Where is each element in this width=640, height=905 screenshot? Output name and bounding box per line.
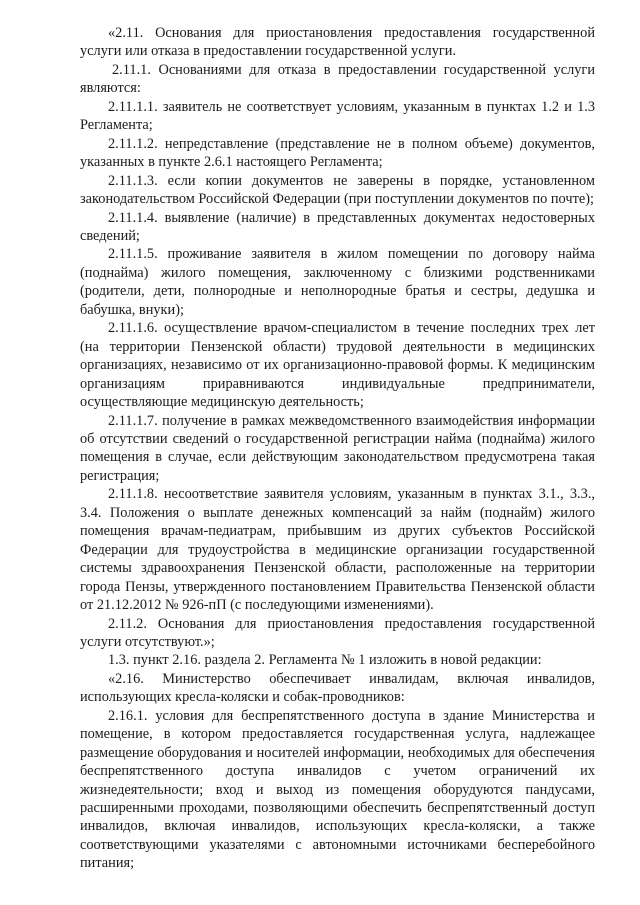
paragraph-2-11-1-4: 2.11.1.4. выявление (наличие) в представленных документах недостоверных сведений; <box>80 209 595 244</box>
paragraph-2-16-1: 2.16.1. условия для беспрепятственного доступа в здание Министерства и помещение, в котором предоставляется государственная услуга, надлежащее размещение оборудования и носителей информации, необходимых для обеспечения беспрепятственного доступа инвалидов с учетом ограничений их жизнедеятельности; вход и выход из помещения оборудуются пандусами, расширенными проходами, позволяющими обеспечить беспрепятственный доступ инвалидов, включая инвалидов, использующих кресла-коляски, а также соответствующими указателями с автономными источниками бесперебойного питания; <box>80 707 595 872</box>
paragraph-2-11-1-2: 2.11.1.2. непредставление (представление не в полном объеме) документов, указанных в пункте 2.6.1 настоящего Регламента; <box>80 135 595 171</box>
paragraph-2-11-2: 2.11.2. Основания для приостановления предоставления государственной услуги отсутствуют.»; <box>80 615 595 650</box>
paragraph-2-11-1: 2.11.1. Основаниями для отказа в предоставлении государственной услуги являются: <box>80 61 595 97</box>
paragraph-2-11-1-5: 2.11.1.5. проживание заявителя в жилом помещении по договору найма (поднайма) жилого помещения, заключенному с близкими родственниками (родители, дети, полнородные и неполнородные братья и сестры, дедушка и бабушка, внуки); <box>80 246 595 318</box>
paragraph-2-16: «2.16. Министерство обеспечивает инвалидам, включая инвалидов, использующих кресла-коляски и собак-проводников: <box>80 670 595 706</box>
paragraph-2-11-1-7: 2.11.1.7. получение в рамках межведомственного взаимодействия информации об отсутствии сведений о государственной регистрации найма (поднайма) жилого помещения в случае, если действующим законодательством предусмотрена такая регистрация; <box>80 412 595 484</box>
paragraph-2-11: «2.11. Основания для приостановления предоставления государственной услуги или отказа в предоставлении государственной услуги. <box>80 25 595 60</box>
paragraph-2-11-1-6: 2.11.1.6. осуществление врачом-специалистом в течение последних трех лет (на территории Пензенской области) трудовой деятельности в медицинских организациях, независимо от их организационно-правовой формы. К медицинским организациям приравниваются индивидуальные предприниматели, осуществляющие медицинскую деятельность; <box>80 320 595 411</box>
paragraph-2-11-1-8: 2.11.1.8. несоответствие заявителя условиям, указанным в пунктах 3.1., 3.3., 3.4. Положения о выплате денежных компенсаций за найм (поднайм) жилого помещения врачам-педиатрам, прибывшим из других субъектов Российской Федерации для трудоустройства в медицинские организации государственной системы здравоохранения Пензенской области, расположенные на территории города Пензы, утвержденного постановлением Правительства Пензенской области от 21.12.2012 № 926-пП (с последующими изменениями). <box>80 486 595 614</box>
paragraph-2-11-1-1: 2.11.1.1. заявитель не соответствует условиям, указанным в пунктах 1.2 и 1.3 Регламента; <box>80 98 595 134</box>
paragraph-1-3: 1.3. пункт 2.16. раздела 2. Регламента № 1 изложить в новой редакции: <box>108 652 542 669</box>
document-body <box>80 24 595 873</box>
paragraph-2-11-1-3: 2.11.1.3. если копии документов не заверены в порядке, установленном законодательством Российской Федерации (при поступлении документов по почте); <box>80 172 595 208</box>
